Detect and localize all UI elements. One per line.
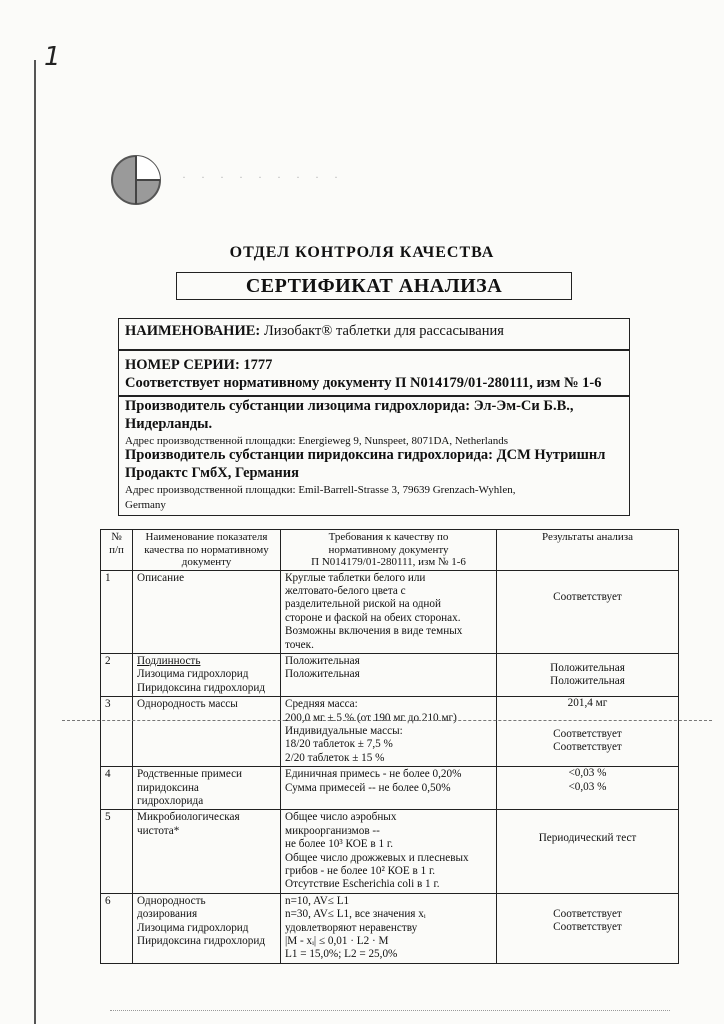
row-requirements-line: L1 = 15,0%; L2 = 25,0% [285,948,398,961]
table-row [101,570,679,653]
row-indicator-line: Описание [137,571,185,584]
row-requirements-line: стороне и фаской на обеих сторонах. [285,611,461,624]
row-indicator [133,570,281,653]
row-requirements-line: грибов - не более 10² КОЕ в 1 г. [285,865,436,878]
row-results-line: Соответствует [553,907,622,920]
row-results-line: Соответствует [553,590,622,603]
manufacturer-2-country: Продактс ГмбХ, Германия [125,465,299,481]
row-results [497,810,679,893]
series-value: 1777 [243,357,273,373]
row-indicator-line: чистота* [137,824,180,837]
table-header-row [101,530,679,571]
row-requirements-line: Единичная примесь - не более 0,20% [285,768,462,781]
row-results [497,697,679,767]
row-indicator-line: Пиридоксина гидрохлорид [137,935,266,948]
header-number-line1: № [111,531,122,543]
row-requirements-line: точек. [285,638,314,651]
row-results-line: 201,4 мг [567,697,608,710]
row-indicator-line: гидрохлорида [137,795,204,807]
row-indicator [133,810,281,893]
scan-artifact-dash-line [62,720,712,721]
scan-artifact-bottom-line [110,1010,670,1011]
conformity-statement: Соответствует нормативному документу П N014179/01-280111, изм № 1-6 [125,375,602,391]
row-results-line: Периодический тест [538,832,637,845]
row-indicator-line: Лизоцима гидрохлорид [137,921,249,934]
row-requirements [281,653,497,696]
series-label: НОМЕР СЕРИИ: [125,357,240,373]
row-results [497,767,679,810]
row-requirements-line: 200,0 мг ± 5 % (от 190 мг до 210 мг) [285,711,457,724]
row-results [497,653,679,696]
row-requirements-line: Общее число аэробных [285,811,397,824]
row-requirements-line: Положительная [285,654,360,667]
table-row [101,653,679,696]
row-number: 4 [101,767,133,810]
row-results-line: Соответствует [553,740,622,753]
row-indicator-line: Родственные примеси [137,768,243,781]
row-indicator [133,893,281,963]
row-requirements [281,570,497,653]
row-indicator-line: Микробиологическая [137,811,240,824]
handwritten-page-number: 1 [44,42,61,72]
row-requirements [281,893,497,963]
row-results-line: <0,03 % [568,767,607,780]
header-req-line1: Требования к качеству по [328,531,449,543]
row-requirements-line: Сумма примесей -- не более 0,50% [285,781,451,794]
row-requirements [281,697,497,767]
row-requirements-line: Положительная [285,668,360,681]
row-number: 5 [101,810,133,893]
table-row [101,697,679,767]
analysis-table [100,529,679,964]
manufacturer-1-country: Нидерланды. [125,416,213,432]
row-results-line: Положительная [550,675,625,688]
row-requirements-line: 18/20 таблеток ± 7,5 % [285,738,393,751]
row-results-line: <0,03 % [568,780,607,793]
header-number-line2: п/п [109,543,124,556]
address-2-country: Germany [125,499,166,511]
page-left-edge [34,60,36,1024]
row-indicator [133,767,281,810]
row-indicator-line: Подлинность [137,654,201,667]
row-number: 2 [101,653,133,696]
faded-company-header: · · · · · · · · · [182,170,344,184]
row-indicator-line: Лизоцима гидрохлорид [137,668,249,681]
product-info-box [118,318,630,516]
row-requirements-line: желтовато-белого цвета с [285,584,406,597]
header-req-line2: нормативному документу [328,543,449,556]
manufacturer-2: Производитель субстанции пиридоксина гидрохлорида: ДСМ Нутришнл [125,447,606,463]
row-results [497,570,679,653]
manufacturer-1: Производитель субстанции лизоцима гидрохлорида: Эл-Эм-Си Б.В., [125,398,574,414]
row-requirements-line: удовлетворяют неравенству [285,921,418,934]
header-indicator: Наименование показателя качества по нормативному документу [133,530,281,571]
row-requirements-line: Средняя масса: [285,698,358,711]
certificate-title: СЕРТИФИКАТ АНАЛИЗА [176,272,572,300]
row-requirements [281,810,497,893]
row-number: 1 [101,570,133,653]
row-number: 6 [101,893,133,963]
row-indicator-line: Однородность массы [137,698,238,711]
product-name-value: Лизобакт® таблетки для рассасывания [263,323,504,339]
table-row [101,810,679,893]
row-requirements-line: |M - xᵢ| ≤ 0,01 · L2 · M [285,935,389,948]
row-results-line: Положительная [550,661,625,674]
row-indicator-line: дозирования [137,908,198,921]
header-req-line3: П N014179/01-280111, изм № 1-6 [311,556,466,568]
row-requirements-line: 2/20 таблеток ± 15 % [285,751,385,764]
row-results-line: Соответствует [553,727,622,740]
row-indicator [133,653,281,696]
row-results-line: Соответствует [553,921,622,934]
row-results [497,893,679,963]
row-number: 3 [101,697,133,767]
row-requirements-line: Возможны включения в виде темных [285,625,463,638]
table-row [101,893,679,963]
product-name-line [125,323,625,340]
table-row [101,767,679,810]
row-requirements-line: n=30, AV≤ L1, все значения xᵢ [285,908,426,921]
row-requirements-line: Круглые таблетки белого или [285,571,426,584]
address-1: Адрес производственной площадки: Energieweg 9, Nunspeet, 8071DA, Netherlands [125,435,508,447]
row-indicator-line: пиридоксина [137,781,199,794]
address-2: Адрес производственной площадки: Emil-Barrell-Strasse 3, 79639 Grenzach-Wyhlen, [125,484,516,496]
header-number [101,530,133,571]
row-requirements-line: Индивидуальные массы: [285,724,403,737]
row-indicator-line: Пиридоксина гидрохлорид [137,681,266,694]
row-indicator-line: Однородность [137,894,206,907]
row-requirements-line: n=10, AV≤ L1 [285,894,350,907]
row-requirements [281,767,497,810]
row-requirements-line: разделительной риской на одной [285,598,441,611]
row-indicator [133,697,281,767]
row-requirements-line: микроорганизмов -- [285,824,380,837]
series-line [125,357,625,374]
row-requirements-line: Отсутствие Escherichia coli в 1 г. [285,878,440,891]
department-heading: ОТДЕЛ КОНТРОЛЯ КАЧЕСТВА [229,244,495,261]
header-requirements [281,530,497,571]
row-requirements-line: не более 10³ КОЕ в 1 г. [285,838,394,851]
product-name-label: НАИМЕНОВАНИЕ: [125,323,261,339]
company-logo-icon [108,152,164,208]
header-results: Результаты анализа [497,530,679,571]
row-requirements-line: Общее число дрожжевых и плесневых [285,851,469,864]
